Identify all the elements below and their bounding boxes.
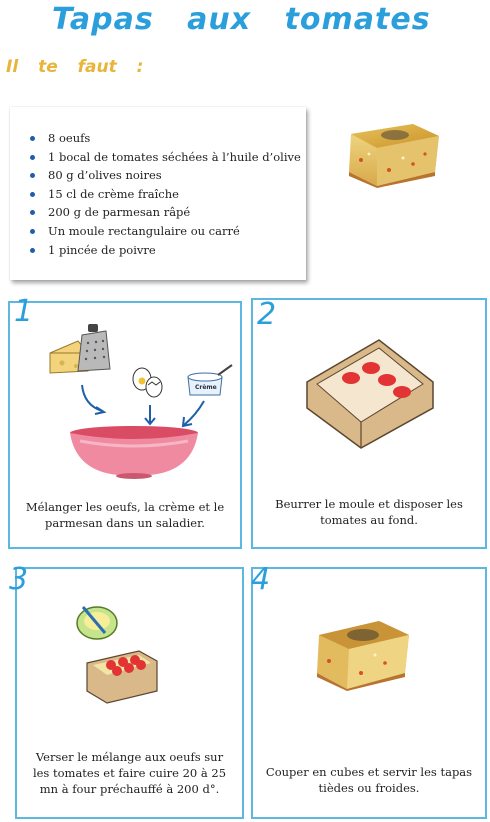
tapas-cube-photo [313,617,411,691]
ingredient-item: 80 g d’olives noires [28,166,306,185]
baking-mold-icon [305,338,435,450]
baking-mold-filled-icon [85,647,159,705]
cream-pot-icon [182,365,234,401]
ingredient-item: 200 g de parmesan râpé [28,203,306,222]
step-number: 2 [257,297,277,332]
bullet-icon [30,248,35,253]
arrow-icon [142,403,158,427]
cream-label: Crème [195,384,217,391]
step-1-panel [8,294,242,549]
arrow-icon [78,383,108,417]
ingredient-item: Un moule rectangulaire ou carré [28,222,306,241]
grater-icon [76,323,112,373]
bullet-icon [30,155,35,160]
eggs-icon [128,365,164,401]
ingredient-item: 1 bocal de tomates séchées à l’huile d’olive [28,148,306,167]
tapas-cube-photo [343,120,441,188]
ingredient-item: 1 pincée de poivre [28,241,306,260]
bullet-icon [30,173,35,178]
step-3-panel [9,562,244,819]
mixing-bowl-icon [75,605,119,643]
bullet-icon [30,136,35,141]
bullet-icon [30,210,35,215]
ingredient-item: 15 cl de crème fraîche [28,185,306,204]
step-text: Mélanger les oeufs, la crème et le parmesan dans un saladier. [25,500,225,530]
bullet-icon [30,229,35,234]
ingredient-item: 8 oeufs [28,129,306,148]
ingredients-card [10,107,306,280]
step-4-panel [251,562,487,819]
salad-bowl-icon [68,425,200,479]
step-number: 1 [14,294,34,329]
step-2-panel [251,298,487,549]
step-number: 3 [9,562,29,597]
recipe-title: Tapas aux tomates [52,2,431,37]
ingredients-heading: Il te faut : [6,57,144,77]
step-number: 4 [251,562,271,597]
step-text: Couper en cubes et servir les tapas tièdes ou froides. [265,765,473,795]
step-text: Verser le mélange aux oeufs sur les tomates et faire cuire 20 à 25 mn à four préchauffé à 200 d°. [32,750,227,796]
step-text: Beurrer le moule et disposer les tomates au fond. [275,497,463,527]
ingredients-list [10,107,306,259]
bullet-icon [30,192,35,197]
